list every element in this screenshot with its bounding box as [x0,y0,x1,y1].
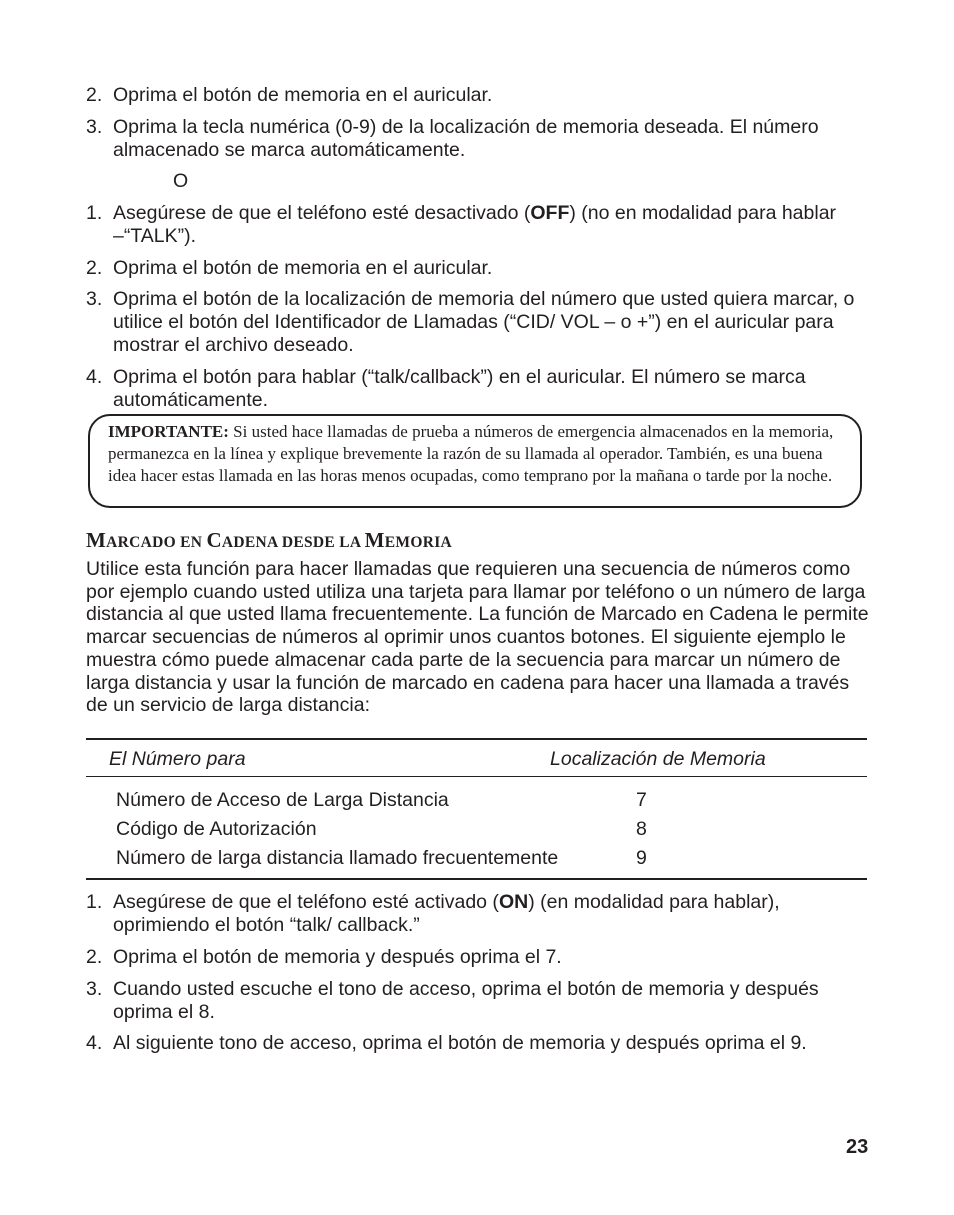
chain-step-2 [86,946,876,969]
note-label: IMPORTANTE: [108,422,229,441]
step-3-numeric-key [86,116,876,162]
alt-step-1-off [86,202,876,248]
step-number: 4. [86,1032,103,1054]
table-bottom-rule [86,878,867,880]
step-text: Oprima la tecla numérica (0-9) de la localización de memoria deseada. El número almacenado se marca automáticamente. [113,116,819,161]
chain-step-3 [86,978,876,1024]
step-number: 2. [86,84,103,106]
step-number: 3. [86,288,103,310]
step-2-memory-button [86,84,876,107]
alt-step-2-memory-button [86,257,876,280]
step-number: 3. [86,978,103,1000]
step-number: 1. [86,891,103,913]
step-text: Oprima el botón de memoria en el auricular. [113,84,493,106]
step-text: Oprima el botón de la localización de memoria del número que usted quiera marcar, o utilice el botón del Identificador de Llamadas (“CID/ VOL – o +”) en el auricular para mostrar el archivo deseado. [113,288,855,356]
table-cell-location: 8 [636,818,647,840]
important-note-box [88,414,862,508]
page-number: 23 [846,1136,869,1158]
table-header-location: Localización de Memoria [550,748,766,770]
chain-step-1-on [86,891,876,937]
table-cell-location: 7 [636,789,647,811]
section-heading: MARCADO EN CADENA DESDE LA MEMORIA [86,528,453,552]
table-cell-description: Número de Acceso de Larga Distancia [116,789,449,811]
table-top-rule [86,738,867,740]
step-number: 1. [86,202,103,224]
chain-step-4 [86,1032,876,1055]
step-text: Oprima el botón de memoria y después oprima el 7. [113,946,562,968]
note-text: Si usted hace llamadas de prueba a números de emergencia almacenados en la memoria, permanezca en la línea y explique brevemente la razón de su llamada al operador. También, es una buena idea hacer estas llamada en las horas menos ocupadas, como temprano por la mañana o tarde por la noche. [108,422,834,485]
step-number: 2. [86,946,103,968]
table-cell-description: Código de Autorización [116,818,317,840]
step-text: Asegúrese de que el teléfono esté desactivado (OFF) (no en modalidad para hablar –“TALK”). [113,202,837,247]
table-cell-description: Número de larga distancia llamado frecuentemente [116,847,559,869]
step-number: 2. [86,257,103,279]
step-text: Asegúrese de que el teléfono esté activado (ON) (en modalidad para hablar), oprimiendo el botón “talk/ callback.” [113,891,780,936]
off-label: OFF [530,202,570,224]
step-text: Cuando usted escuche el tono de acceso, oprima el botón de memoria y después oprima el 8. [113,978,819,1023]
table-header-rule [86,776,867,777]
step-text: Oprima el botón de memoria en el auricular. [113,257,493,279]
step-number: 4. [86,366,103,388]
intro-paragraph: Utilice esta función para hacer llamadas que requieren una secuencia de números como por ejemplo cuando usted utiliza una tarjeta para llamar por teléfono o un número de larga distancia al que usted llama frecuentemente. La función de Marcado en Cadena le permite marcar secuencias de números al oprimir unos cuantos botones. El siguiente ejemplo le muestra cómo puede almacenar cada parte de la secuencia para marcar un número de larga distancia y usar la función de marcado en cadena para hacer una llamada a través de un servicio de larga distancia: [86,558,869,717]
alt-step-4-talk-button [86,366,876,412]
table-cell-location: 9 [636,847,647,869]
on-label: ON [498,891,529,913]
table-header-number: El Número para [109,748,246,770]
step-number: 3. [86,116,103,138]
or-separator: O [173,170,189,192]
step-text: Al siguiente tono de acceso, oprima el botón de memoria y después oprima el 9. [113,1032,807,1054]
alt-step-3-memory-location [86,288,876,357]
step-text: Oprima el botón para hablar (“talk/callback”) en el auricular. El número se marca automáticamente. [113,366,806,411]
